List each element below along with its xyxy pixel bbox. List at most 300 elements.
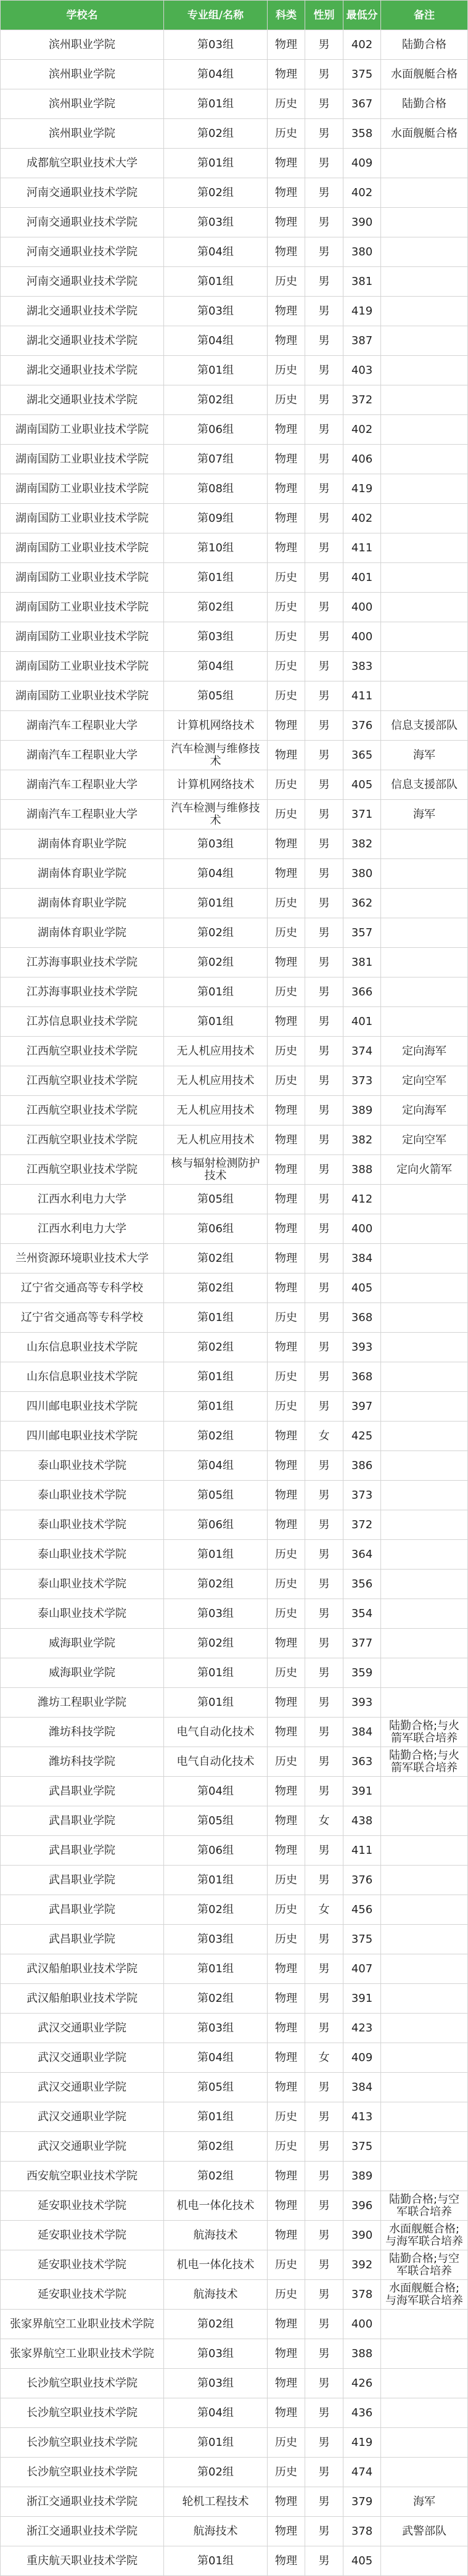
gender-cell: 男 [305,681,343,710]
school-name-cell: 江西航空职业技术学院 [0,1066,164,1095]
table-row [0,1481,468,1510]
gender-cell: 男 [305,1570,343,1599]
table-row [0,1096,468,1125]
note-cell [381,1895,468,1924]
subject-cell: 物理 [268,1214,305,1243]
table-row [0,2280,468,2310]
min-score-cell: 388 [343,2339,381,2368]
subject-cell: 物理 [268,1451,305,1480]
table-row [0,237,468,267]
major-group-cell: 计算机网络技术 [164,711,268,740]
table-row [0,652,468,681]
table-row [0,1925,468,1954]
table-row [0,1777,468,1806]
header-major-group: 专业组/名称 [164,1,268,30]
table-row [0,1629,468,1658]
table-row [0,267,468,297]
major-group-cell: 机电一体化技术 [164,2250,268,2279]
table-row [0,1185,468,1214]
gender-cell: 男 [305,593,343,622]
gender-cell: 男 [305,1925,343,1954]
note-cell: 信息支援部队 [381,770,468,799]
table-row [0,1125,468,1155]
subject-cell: 物理 [268,2073,305,2102]
subject-cell: 历史 [268,593,305,622]
note-cell: 定向空军 [381,1125,468,1154]
subject-cell: 历史 [268,563,305,592]
subject-cell: 物理 [268,1185,305,1214]
gender-cell: 男 [305,445,343,474]
school-name-cell: 张家界航空工业职业技术学院 [0,2310,164,2339]
min-score-cell: 411 [343,1836,381,1865]
school-name-cell: 泰山职业技术学院 [0,1570,164,1599]
major-group-cell: 第02组 [164,593,268,622]
note-cell: 陆勤合格;与火箭军联合培养 [381,1718,468,1747]
table-row [0,2428,468,2458]
min-score-cell: 368 [343,1303,381,1332]
table-row [0,1747,468,1777]
gender-cell: 男 [305,1866,343,1895]
subject-cell: 历史 [268,1658,305,1687]
school-name-cell: 长沙航空职业技术学院 [0,2369,164,2398]
gender-cell: 男 [305,1185,343,1214]
table-row [0,504,468,533]
min-score-cell: 384 [343,1718,381,1747]
note-cell [381,1214,468,1243]
note-cell [381,563,468,592]
major-group-cell: 第05组 [164,681,268,710]
gender-cell: 男 [305,2102,343,2131]
table-row [0,2162,468,2191]
table-row [0,1214,468,1244]
major-group-cell: 航海技术 [164,2221,268,2250]
school-name-cell: 武汉船舶职业技术学院 [0,1954,164,1983]
gender-cell: 男 [305,474,343,503]
table-row [0,89,468,119]
gender-cell: 男 [305,1007,343,1036]
note-cell [381,2398,468,2427]
school-name-cell: 江西航空职业技术学院 [0,1037,164,1066]
gender-cell: 男 [305,415,343,444]
note-cell [381,1303,468,1332]
school-name-cell: 辽宁省交通高等专科学校 [0,1274,164,1302]
table-row [0,2398,468,2428]
school-name-cell: 湖南国防工业职业技术学院 [0,652,164,681]
gender-cell: 男 [305,1599,343,1628]
subject-cell: 物理 [268,1096,305,1125]
school-name-cell: 湖南国防工业职业技术学院 [0,681,164,710]
min-score-cell: 390 [343,208,381,237]
note-cell: 定向火箭军 [381,1155,468,1184]
min-score-cell: 438 [343,1806,381,1835]
subject-cell: 物理 [268,2162,305,2191]
min-score-cell: 364 [343,1540,381,1569]
major-group-cell: 核与辐射检测防护技术 [164,1155,268,1184]
school-name-cell: 延安职业技术学院 [0,2221,164,2250]
note-cell: 海军 [381,2487,468,2516]
note-cell: 信息支援部队 [381,711,468,740]
table-row [0,1244,468,1274]
major-group-cell: 第02组 [164,2458,268,2487]
subject-cell: 历史 [268,1540,305,1569]
major-group-cell: 第01组 [164,1540,268,1569]
subject-cell: 物理 [268,711,305,740]
school-name-cell: 武汉交通职业学院 [0,2073,164,2102]
school-name-cell: 威海职业学院 [0,1658,164,1687]
gender-cell: 男 [305,1481,343,1510]
note-cell [381,1836,468,1865]
gender-cell: 男 [305,1718,343,1747]
table-row [0,474,468,504]
subject-cell: 物理 [268,1984,305,2013]
min-score-cell: 380 [343,859,381,888]
subject-cell: 历史 [268,918,305,947]
header-gender: 性别 [305,1,343,30]
gender-cell: 男 [305,2221,343,2250]
subject-cell: 历史 [268,2102,305,2131]
school-name-cell: 泰山职业技术学院 [0,1599,164,1628]
min-score-cell: 402 [343,415,381,444]
min-score-cell: 426 [343,2369,381,2398]
subject-cell: 物理 [268,208,305,237]
min-score-cell: 401 [343,1007,381,1036]
note-cell: 定向空军 [381,1066,468,1095]
note-cell: 海军 [381,800,468,829]
major-group-cell: 第02组 [164,1629,268,1658]
school-name-cell: 湖南体育职业学院 [0,859,164,888]
major-group-cell: 无人机应用技术 [164,1125,268,1154]
major-group-cell: 第06组 [164,1214,268,1243]
subject-cell: 物理 [268,1688,305,1717]
table-row [0,1510,468,1540]
min-score-cell: 376 [343,711,381,740]
gender-cell: 女 [305,1422,343,1451]
major-group-cell: 第07组 [164,445,268,474]
gender-cell: 男 [305,178,343,207]
school-name-cell: 四川邮电职业技术学院 [0,1422,164,1451]
subject-cell: 历史 [268,267,305,296]
subject-cell: 物理 [268,60,305,89]
note-cell: 水面舰艇合格;与海军联合培养 [381,2280,468,2309]
table-row [0,1895,468,1925]
subject-cell: 物理 [268,30,305,59]
note-cell [381,445,468,474]
note-cell: 陆勤合格;与火箭军联合培养 [381,1747,468,1776]
gender-cell: 男 [305,1333,343,1362]
gender-cell: 男 [305,1066,343,1095]
subject-cell: 物理 [268,1333,305,1362]
subject-cell: 物理 [268,297,305,326]
min-score-cell: 456 [343,1895,381,1924]
subject-cell: 物理 [268,1806,305,1835]
table-row [0,2487,468,2517]
school-name-cell: 西安航空职业技术学院 [0,2162,164,2191]
major-group-cell: 轮机工程技术 [164,2487,268,2516]
note-cell: 水面舰艇合格 [381,60,468,89]
major-group-cell: 第01组 [164,267,268,296]
school-name-cell: 江西水利电力大学 [0,1185,164,1214]
major-group-cell: 第01组 [164,1954,268,1983]
major-group-cell: 第01组 [164,563,268,592]
gender-cell: 男 [305,2369,343,2398]
major-group-cell: 无人机应用技术 [164,1096,268,1125]
min-score-cell: 386 [343,1451,381,1480]
min-score-cell: 402 [343,178,381,207]
min-score-cell: 367 [343,89,381,118]
min-score-cell: 376 [343,1866,381,1895]
note-cell [381,2339,468,2368]
note-cell: 海军 [381,741,468,770]
note-cell [381,1688,468,1717]
gender-cell: 男 [305,60,343,89]
school-name-cell: 湖南体育职业学院 [0,829,164,858]
subject-cell: 历史 [268,1895,305,1924]
min-score-cell: 354 [343,1599,381,1628]
table-row [0,326,468,356]
gender-cell: 男 [305,800,343,829]
subject-cell: 物理 [268,2043,305,2072]
min-score-cell: 356 [343,1570,381,1599]
note-cell [381,2073,468,2102]
gender-cell: 男 [305,1984,343,2013]
school-name-cell: 湖南国防工业职业技术学院 [0,593,164,622]
subject-cell: 物理 [268,1422,305,1451]
note-cell [381,1540,468,1569]
table-row [0,622,468,652]
gender-cell: 男 [305,2280,343,2309]
note-cell: 水面舰艇合格 [381,119,468,148]
min-score-cell: 407 [343,1954,381,1983]
subject-cell: 物理 [268,948,305,977]
major-group-cell: 第01组 [164,1658,268,1687]
subject-cell: 历史 [268,889,305,918]
major-group-cell: 第04组 [164,2043,268,2072]
min-score-cell: 392 [343,2250,381,2279]
subject-cell: 物理 [268,1244,305,1273]
gender-cell: 男 [305,711,343,740]
subject-cell: 物理 [268,474,305,503]
note-cell [381,1422,468,1451]
major-group-cell: 第02组 [164,385,268,414]
table-row [0,1362,468,1392]
note-cell [381,326,468,355]
major-group-cell: 第01组 [164,149,268,178]
table-row [0,415,468,445]
school-name-cell: 武昌职业学院 [0,1777,164,1806]
note-cell [381,178,468,207]
note-cell [381,1333,468,1362]
gender-cell: 男 [305,948,343,977]
school-name-cell: 湖南国防工业职业技术学院 [0,474,164,503]
table-row [0,208,468,237]
min-score-cell: 425 [343,1422,381,1451]
table-row [0,770,468,800]
note-cell [381,356,468,385]
table-row [0,1954,468,1984]
gender-cell: 男 [305,1214,343,1243]
major-group-cell: 第02组 [164,1984,268,2013]
school-name-cell: 威海职业学院 [0,1629,164,1658]
major-group-cell: 第02组 [164,1274,268,1302]
gender-cell: 男 [305,1688,343,1717]
note-cell [381,977,468,1006]
subject-cell: 历史 [268,652,305,681]
major-group-cell: 第02组 [164,2132,268,2161]
school-name-cell: 泰山职业技术学院 [0,1481,164,1510]
school-name-cell: 河南交通职业技术学院 [0,208,164,237]
note-cell [381,2043,468,2072]
table-row [0,385,468,415]
min-score-cell: 405 [343,2546,381,2575]
gender-cell: 男 [305,2014,343,2043]
subject-cell: 物理 [268,1274,305,1302]
subject-cell: 物理 [268,2221,305,2250]
school-name-cell: 泰山职业技术学院 [0,1510,164,1539]
gender-cell: 男 [305,1954,343,1983]
min-score-cell: 397 [343,1392,381,1421]
gender-cell: 男 [305,89,343,118]
table-row [0,1037,468,1066]
note-cell [381,829,468,858]
table-row [0,948,468,977]
school-name-cell: 山东信息职业技术学院 [0,1333,164,1362]
subject-cell: 历史 [268,1037,305,1066]
gender-cell: 男 [305,622,343,651]
subject-cell: 物理 [268,1007,305,1036]
major-group-cell: 第01组 [164,2102,268,2131]
school-name-cell: 湖南国防工业职业技术学院 [0,622,164,651]
subject-cell: 历史 [268,622,305,651]
note-cell [381,1658,468,1687]
min-score-cell: 382 [343,829,381,858]
note-cell [381,2132,468,2161]
table-row [0,1274,468,1303]
major-group-cell: 汽车检测与维修技术 [164,800,268,829]
min-score-cell: 400 [343,2310,381,2339]
school-name-cell: 江西航空职业技术学院 [0,1125,164,1154]
subject-cell: 历史 [268,2132,305,2161]
school-name-cell: 江西水利电力大学 [0,1214,164,1243]
school-name-cell: 滨州职业学院 [0,119,164,148]
gender-cell: 男 [305,889,343,918]
table-row [0,1984,468,2014]
note-cell [381,1954,468,1983]
min-score-cell: 382 [343,1125,381,1154]
subject-cell: 物理 [268,741,305,770]
table-row [0,1007,468,1037]
subject-cell: 物理 [268,445,305,474]
note-cell [381,415,468,444]
table-row [0,2310,468,2339]
table-row [0,593,468,622]
min-score-cell: 411 [343,681,381,710]
min-score-cell: 377 [343,1629,381,1658]
subject-cell: 历史 [268,356,305,385]
major-group-cell: 计算机网络技术 [164,770,268,799]
min-score-cell: 402 [343,30,381,59]
min-score-cell: 419 [343,474,381,503]
gender-cell: 男 [305,533,343,562]
min-score-cell: 400 [343,1214,381,1243]
subject-cell: 历史 [268,89,305,118]
school-name-cell: 泰山职业技术学院 [0,1540,164,1569]
note-cell [381,2102,468,2131]
gender-cell: 男 [305,2517,343,2546]
table-row [0,119,468,149]
major-group-cell: 第02组 [164,948,268,977]
major-group-cell: 第04组 [164,652,268,681]
note-cell: 陆勤合格 [381,89,468,118]
note-cell [381,208,468,237]
table-row [0,741,468,770]
table-row [0,1658,468,1688]
subject-cell: 物理 [268,1155,305,1184]
subject-cell: 物理 [268,326,305,355]
major-group-cell: 第08组 [164,474,268,503]
min-score-cell: 391 [343,1777,381,1806]
major-group-cell: 第02组 [164,1895,268,1924]
note-cell [381,593,468,622]
note-cell [381,622,468,651]
gender-cell: 女 [305,1806,343,1835]
school-name-cell: 长沙航空职业技术学院 [0,2398,164,2427]
major-group-cell: 第01组 [164,889,268,918]
school-name-cell: 武昌职业学院 [0,1925,164,1954]
gender-cell: 男 [305,1125,343,1154]
major-group-cell: 第02组 [164,1570,268,1599]
header-school-name: 学校名 [0,1,164,30]
header-note: 备注 [381,1,468,30]
header-subject: 科类 [268,1,305,30]
major-group-cell: 电气自动化技术 [164,1718,268,1747]
table-row [0,829,468,859]
subject-cell: 物理 [268,1629,305,1658]
major-group-cell: 第01组 [164,1392,268,1421]
gender-cell: 男 [305,2073,343,2102]
table-row [0,1451,468,1481]
school-name-cell: 兰州资源环境职业技术大学 [0,1244,164,1273]
school-name-cell: 浙江交通职业技术学院 [0,2487,164,2516]
gender-cell: 男 [305,652,343,681]
min-score-cell: 366 [343,977,381,1006]
gender-cell: 男 [305,1510,343,1539]
major-group-cell: 第02组 [164,1244,268,1273]
school-name-cell: 武昌职业学院 [0,1895,164,1924]
school-name-cell: 湖南体育职业学院 [0,918,164,947]
major-group-cell: 第01组 [164,1866,268,1895]
min-score-cell: 409 [343,149,381,178]
gender-cell: 男 [305,326,343,355]
major-group-cell: 第01组 [164,1007,268,1036]
note-cell: 陆勤合格 [381,30,468,59]
school-name-cell: 辽宁省交通高等专科学校 [0,1303,164,1332]
min-score-cell: 357 [343,918,381,947]
major-group-cell: 第01组 [164,2428,268,2457]
gender-cell: 男 [305,2398,343,2427]
major-group-cell: 第04组 [164,237,268,266]
subject-cell: 物理 [268,2369,305,2398]
gender-cell: 男 [305,1451,343,1480]
min-score-cell: 411 [343,533,381,562]
min-score-cell: 393 [343,1333,381,1362]
gender-cell: 男 [305,2162,343,2191]
school-name-cell: 河南交通职业技术学院 [0,267,164,296]
school-name-cell: 湖南国防工业职业技术学院 [0,533,164,562]
school-name-cell: 湖南国防工业职业技术学院 [0,445,164,474]
school-name-cell: 湖南体育职业学院 [0,889,164,918]
subject-cell: 物理 [268,149,305,178]
table-row [0,681,468,711]
